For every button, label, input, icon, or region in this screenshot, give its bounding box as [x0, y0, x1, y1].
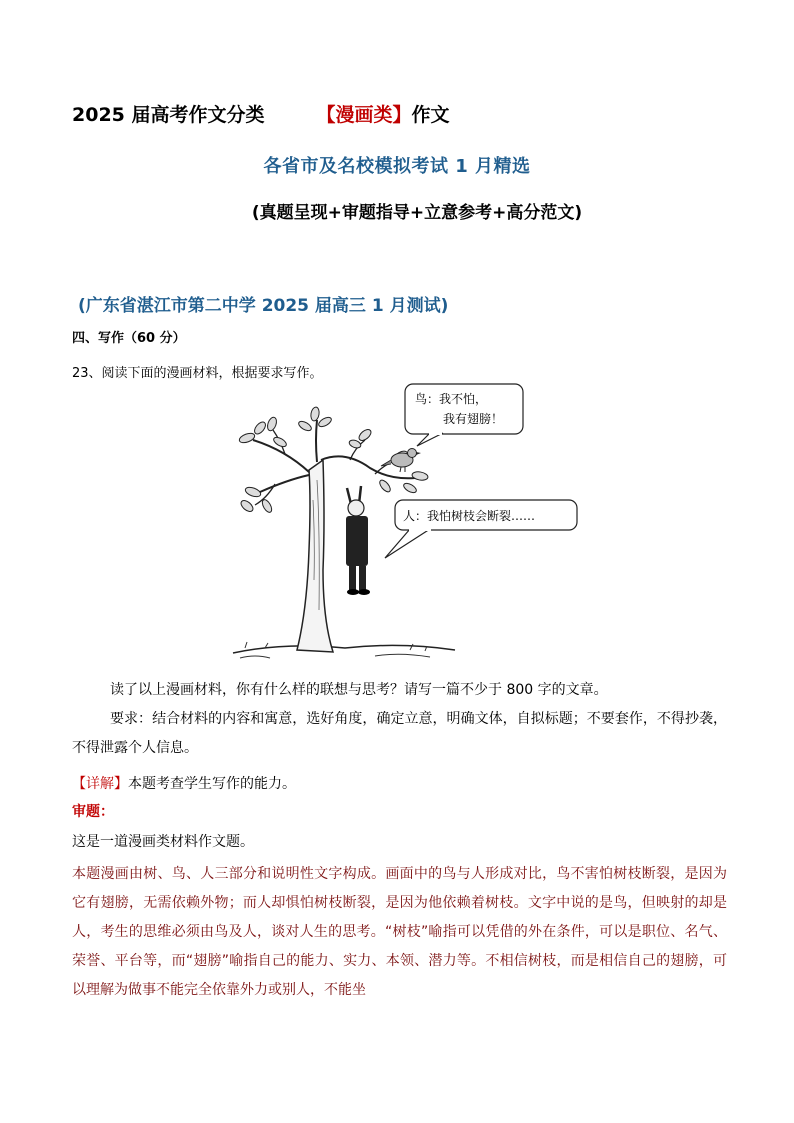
person-speech-text: 我怕树枝会断裂……: [427, 509, 536, 523]
writing-prompt: 读了以上漫画材料，你有什么样的联想与思考？请写一篇不少于 800 字的文章。: [110, 682, 608, 698]
person-speech-label: 人：: [403, 509, 428, 523]
bird-speech-bubble: [405, 384, 523, 446]
bird-speech-line1: 我不怕，: [439, 392, 488, 406]
cartoon-illustration: [225, 380, 585, 670]
document-title: [72, 100, 450, 127]
review-heading: 审题：: [72, 804, 114, 820]
bird-speech-line2: 我有翅膀！: [443, 412, 504, 426]
detail-paragraph: [72, 770, 727, 799]
detail-label: 【详解】: [72, 776, 128, 792]
review-body: 本题漫画由树、鸟、人三部分和说明性文字构成。画面中的鸟与人形成对比，鸟不害怕树枝断裂，是因为它有翅膀，无需依赖外物；而人却惧怕树枝断裂，是因为他依赖着树枝。文字中说的是鸟，但映射的却是人，考生的思维必须由鸟及人，谈对人生的思考。“树枝”喻指可以凭借的外在条件，可以是职位、名气、荣誉、平台等，而“翅膀”喻指自己的能力、实力、本领、潜力等。不相信树枝，而是相信自己的翅膀，可以理解为做事不能完全依靠外力或别人，不能坐: [72, 866, 727, 998]
bird-speech-label: 鸟：: [415, 392, 440, 406]
section-heading: 四、写作（60 分）: [72, 331, 186, 346]
title-category-tag: 【漫画类】: [316, 104, 412, 126]
title-left: 2025 届高考作文分类: [72, 104, 265, 126]
hanging-person-figure: [346, 486, 370, 595]
review-intro: 这是一道漫画类材料作文题。: [72, 834, 254, 850]
person-speech-bubble: [385, 500, 577, 558]
document-subtitle-2: (真题呈现+审题指导+立意参考+高分范文): [251, 203, 583, 223]
document-subtitle: 各省市及名校模拟考试 1 月精选: [263, 156, 531, 177]
question-text: 23、阅读下面的漫画材料，根据要求写作。: [72, 366, 323, 381]
title-right: 作文: [411, 104, 450, 126]
detail-text: 本题考查学生写作的能力。: [128, 776, 296, 792]
writing-requirements: 要求：结合材料的内容和寓意，选好角度，确定立意，明确文体，自拟标题；不要套作，不得抄袭，不得泄露个人信息。: [72, 711, 727, 756]
exam-source: (广东省湛江市第二中学 2025 届高三 1 月测试): [78, 296, 449, 316]
